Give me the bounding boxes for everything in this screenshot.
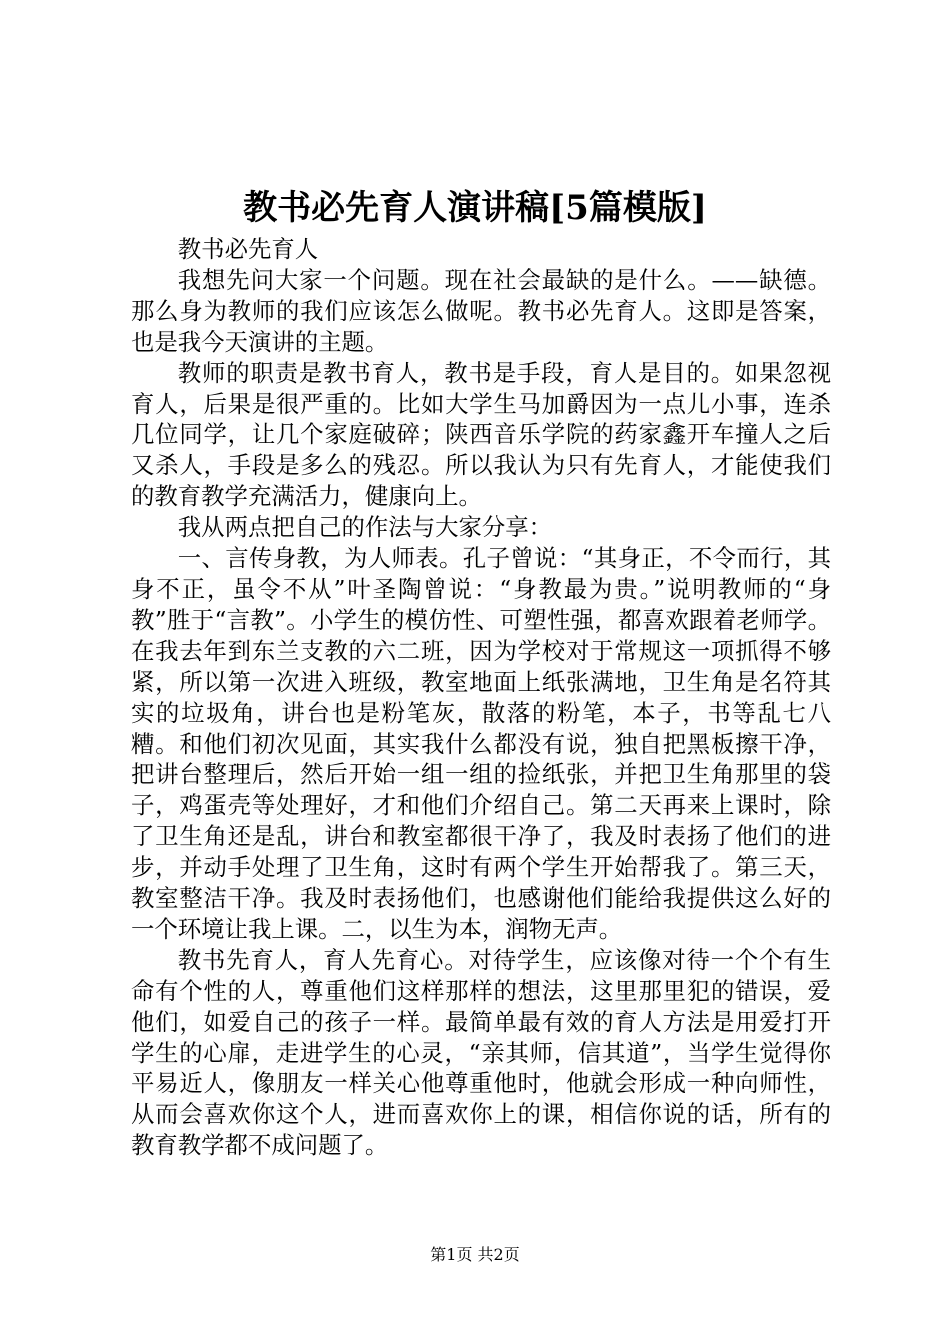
paragraph: 教书先育人，育人先育心。对待学生，应该像对待一个个有生命有个性的人，尊重他们这样那样的想法，这里那里犯的错误，爱他们，如爱自己的孩子一样。最简单最有效的育人方法是用爱打开学生的心扉，走进学生的心灵，“亲其师，信其道”，当学生觉得你平易近人，像朋友一样关心他尊重他时，他就会形成一种向师性，从而会喜欢你这个人，进而喜欢你上的课，相信你说的话，所有的教育教学都不成问题了。	[131, 945, 831, 1160]
paragraph-heading: 教书必先育人	[177, 235, 319, 263]
page-footer: 第1页 共2页	[430, 1245, 520, 1264]
paragraph: 教师的职责是教书育人，教书是手段，育人是目的。如果忽视育人，后果是很严重的。比如大学生马加爵因为一点儿小事，连杀几位同学，让几个家庭破碎；陕西音乐学院的药家鑫开车撞人之后又杀人，手段是多么的残忍。所以我认为只有先育人，才能使我们的教育教学充满活力，健康向上。	[131, 358, 831, 511]
document-title: 教书必先育人演讲稿[5篇模版]	[243, 188, 707, 228]
paragraph: 我从两点把自己的作法与大家分享：	[177, 513, 553, 542]
paragraph: 我想先问大家一个问题。现在社会最缺的是什么。——缺德。那么身为教师的我们应该怎么做呢。教书必先育人。这即是答案，也是我今天演讲的主题。	[131, 265, 831, 356]
paragraph: 一、言传身教，为人师表。孔子曾说：“其身正，不令而行，其身不正，虽令不从”叶圣陶曾说：“身教最为贵。”说明教师的“身教”胜于“言教”。小学生的模仿性、可塑性强，都喜欢跟着老师学。在我去年到东兰支教的六二班，因为学校对于常规这一项抓得不够紧，所以第一次进入班级，教室地面上纸张满地，卫生角是名符其实的垃圾角，讲台也是粉笔灰，散落的粉笔，本子，书等乱七八糟。和他们初次见面，其实我什么都没有说，独自把黑板擦干净，把讲台整理后，然后开始一组一组的捡纸张，并把卫生角那里的袋子，鸡蛋壳等处理好，才和他们介绍自己。第二天再来上课时，除了卫生角还是乱，讲台和教室都很干净了，我及时表扬了他们的进步，并动手处理了卫生角，这时有两个学生开始帮我了。第三天，教室整洁干净。我及时表扬他们，也感谢他们能给我提供这么好的一个环境让我上课。二，以生为本，润物无声。	[131, 544, 831, 943]
document-body	[131, 234, 831, 1161]
